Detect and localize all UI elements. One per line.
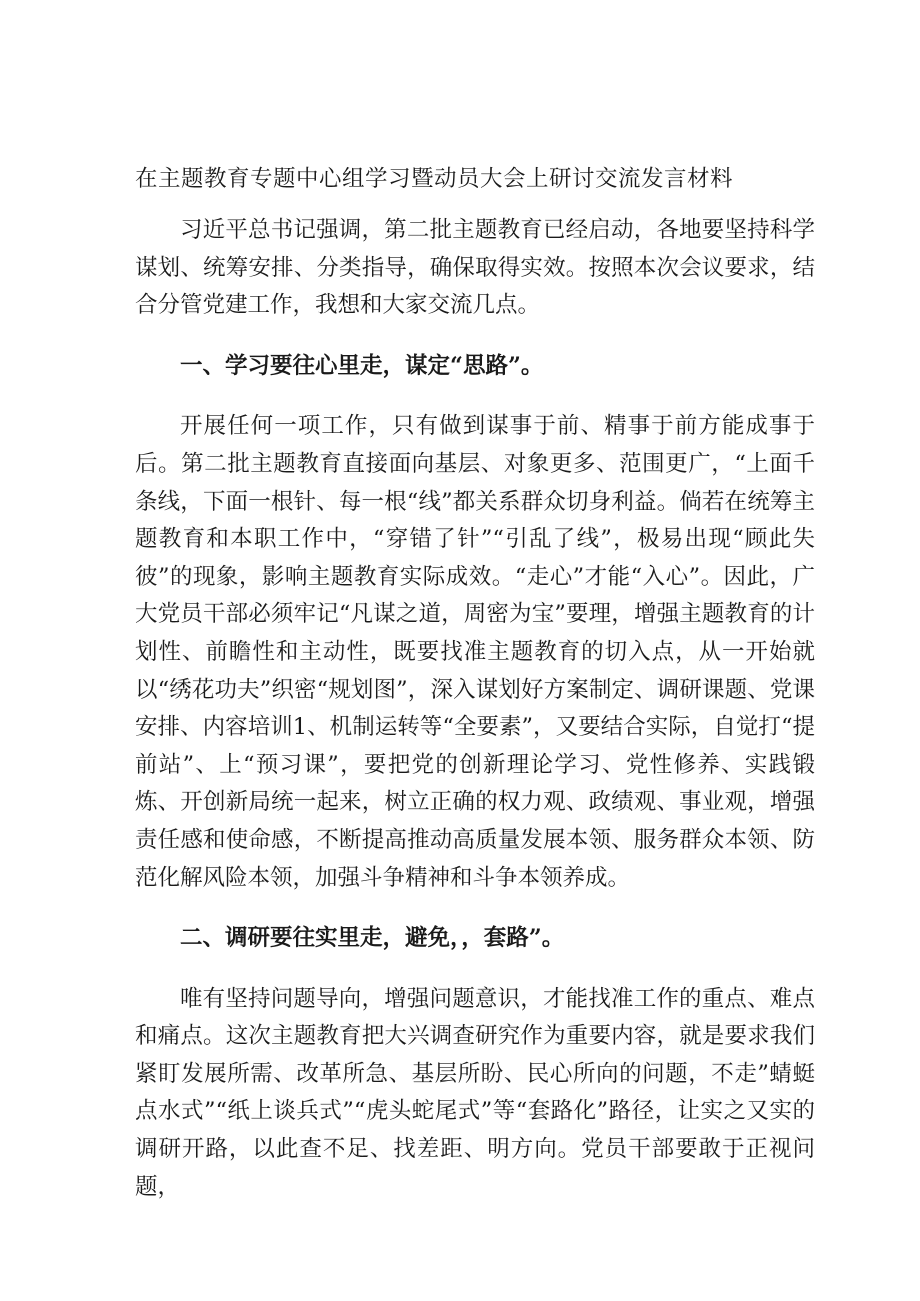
section-2-paragraph: 唯有坚持问题导向，增强问题意识，才能找准工作的重点、难点和痛点。这次主题教育把大兴调查研究作为重要内容，就是要求我们紧盯发展所需、改革所急、基层所盼、民心所向的问题，不走”蜻蜓点水式”“纸上谈兵式”“虎头蛇尾式”等“套路化”路径，让实之又实的调研开路，以此查不足、找差距、明方向。党员干部要敢于正视问题， (135, 985, 815, 1200)
section-1-heading: 一、学习要往心里走，谋定“思路”。 (180, 352, 544, 379)
document-title: 在主题教育专题中心组学习暨动员大会上研讨交流发言材料 (135, 166, 734, 192)
section-1-paragraph: 开展任何一项工作，只有做到谋事于前、精事于前方能成事于后。第二批主题教育直接面向基层、对象更多、范围更广，“上面千条线，下面一根针、每一根“线”都关系群众切身利益。倘若在统筹主题教育和本职工作中，“穿错了针”“引乱了线”，极易出现“顾此失彼”的现象，影响主题教育实际成效。“走心”才能“入心”。因此，广大党员干部必须牢记“凡谋之道，周密为宝”要理，增强主题教育的计划性、前瞻性和主动性，既要找准主题教育的切入点，从一开始就以“绣花功夫”织密“规划图”，深入谋划好方案制定、调研课题、党课安排、内容培训1、机制运转等“全要素”，又要结合实际，自觉打“提前站”、上“预习课”，要把党的创新理论学习、党性修养、实践锻炼、开创新局统一起来，树立正确的权力观、政绩观、事业观，增强责任感和使命感，不断提高推动高质量发展本领、服务群众本领、防范化解风险本领，加强斗争精神和斗争本领养成。 (135, 413, 815, 891)
intro-paragraph: 习近平总书记强调，第二批主题教育已经启动，各地要坚持科学谋划、统筹安排、分类指导，确保取得实效。按照本次会议要求，结合分管党建工作，我想和大家交流几点。 (135, 217, 815, 319)
document-body (135, 160, 815, 1229)
section-2-heading: 二、调研要往实里走，避免，，套路”。 (180, 925, 565, 952)
